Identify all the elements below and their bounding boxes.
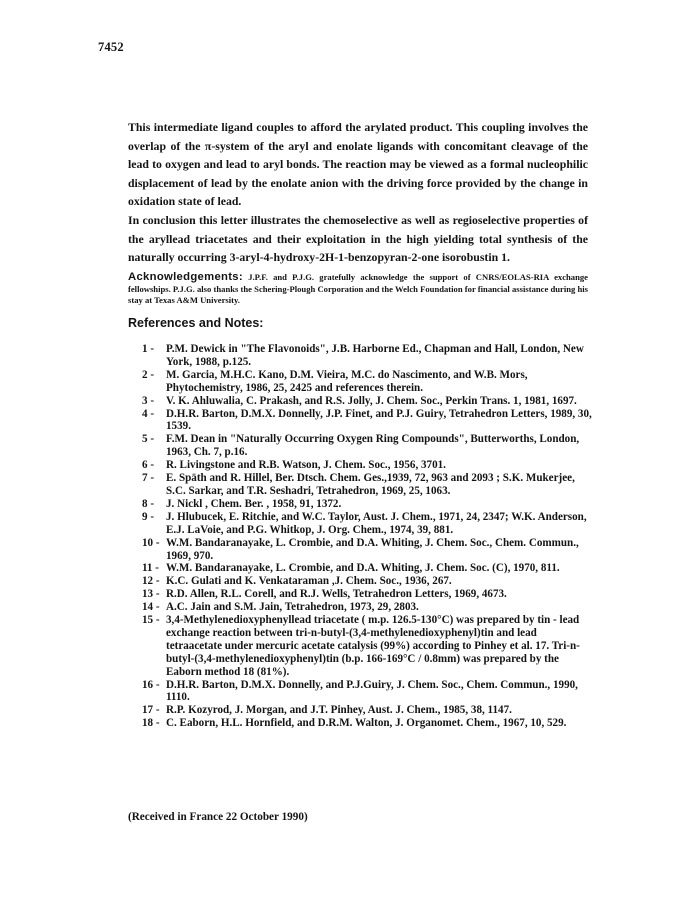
reference-text: J. Hlubucek, E. Ritchie, and W.C. Taylor, Aust. J. Chem., 1971, 24, 2347; W.K. Anderson, E.J. LaVoie, and P.G. Whitkop, J. Org. Chem., 1974, 39, 881. <box>166 510 587 536</box>
reference-item <box>142 408 592 434</box>
reference-number: 16 - <box>142 678 160 691</box>
reference-number: 9 - <box>142 510 155 523</box>
reference-number: 7 - <box>142 472 155 485</box>
reference-number: 1 - <box>142 343 155 355</box>
acknowledgements-text: J.P.F. and P.J.G. gratefully acknowledge the support of CNRS/EOLAS-RIA exchange fellowships. P.J.G. also thanks the Schering-Plough Corporation and the Welch Foundation for financial assistance during his stay at Texas A&M University. <box>128 272 588 306</box>
acknowledgements <box>128 272 588 307</box>
reference-item <box>142 395 592 408</box>
reference-text: A.C. Jain and S.M. Jain, Tetrahedron, 1973, 29, 2803. <box>166 601 419 614</box>
reference-number: 5 - <box>142 433 155 446</box>
reference-item <box>142 472 592 498</box>
reference-number: 3 - <box>142 394 155 407</box>
reference-number: 17 - <box>142 704 160 717</box>
reference-text: R.P. Kozyrod, J. Morgan, and J.T. Pinhey, Aust. J. Chem., 1985, 38, 1147. <box>166 704 512 717</box>
body-text <box>128 118 588 267</box>
page-number: 7452 <box>98 40 124 54</box>
reference-item <box>142 588 592 601</box>
reference-item <box>142 511 592 537</box>
acknowledgements-heading: Acknowledgements: <box>128 271 243 283</box>
reference-number: 13 - <box>142 588 160 601</box>
paragraph-mechanism: This intermediate ligand couples to afford the arylated product. This coupling involves the overlap of the π-system of the aryl and enolate ligands with concomitant cleavage of the lead to oxygen and lead to aryl bonds. The reaction may be viewed as a formal nucleophilic displacement of lead by the enolate anion with the driving force provided by the change in oxidation state of lead. <box>128 120 588 209</box>
reference-number: 11 - <box>142 562 159 575</box>
reference-item <box>142 537 592 563</box>
reference-item <box>142 562 592 575</box>
reference-text: 3,4-Methylenedioxyphenyllead triacetate ( m.p. 126.5-130°C) was prepared by tin - lead exchange reaction between tri-n-butyl-(3,4-methylenedioxyphenyl)tin and lead tetraacetate under mercuric acetate catalysis (99%) according to Pinhey et al. 17. Tri-n-butyl-(3,4-methylenedioxyphenyl)tin (b.p. 166-169°C / 0.8mm) was prepared by the Eaborn method 18 (81%). <box>166 614 580 678</box>
reference-item <box>142 498 592 511</box>
reference-text: K.C. Gulati and K. Venkataraman ,J. Chem. Soc., 1936, 267. <box>166 575 452 588</box>
reference-text: D.H.R. Barton, D.M.X. Donnelly, and P.J.Guiry, J. Chem. Soc., Chem. Commun., 1990, 1110. <box>166 678 578 704</box>
reference-number: 10 - <box>142 536 160 549</box>
reference-number: 6 - <box>142 459 155 472</box>
reference-item <box>142 717 592 730</box>
reference-text: M. Garcia, M.H.C. Kano, D.M. Vieira, M.C. do Nascimento, and W.B. Mors, Phytochemistry, 1986, 25, 2425 and references therein. <box>166 368 528 394</box>
reference-item <box>142 369 592 395</box>
reference-number: 18 - <box>142 717 160 730</box>
reference-text: F.M. Dean in "Naturally Occurring Oxygen Ring Compounds", Butterworths, London, 1963, Ch. 7, p.16. <box>166 433 580 459</box>
reference-text: V. K. Ahluwalia, C. Prakash, and R.S. Jolly, J. Chem. Soc., Perkin Trans. 1, 1981, 1697. <box>166 394 577 407</box>
reference-item <box>142 343 592 369</box>
paragraph-conclusion: In conclusion this letter illustrates the chemoselective as well as regioselective properties of the aryllead triacetates and their exploitation in the high yielding total synthesis of the naturally occurring 3-aryl-4-hydroxy-2H-1-benzopyran-2-one isorobustin 1. <box>128 212 588 265</box>
reference-number: 14 - <box>142 601 160 614</box>
reference-item <box>142 601 592 614</box>
references-list <box>142 343 592 730</box>
reference-text: J. Nickl , Chem. Ber. , 1958, 91, 1372. <box>166 497 342 510</box>
reference-text: D.H.R. Barton, D.M.X. Donnelly, J.P. Finet, and P.J. Guiry, Tetrahedron Letters, 1989, 30, 1539. <box>166 407 592 433</box>
reference-text: C. Eaborn, H.L. Hornfield, and D.R.M. Walton, J. Organomet. Chem., 1967, 10, 529. <box>166 717 567 730</box>
reference-item <box>142 614 592 679</box>
reference-text: P.M. Dewick in "The Flavonoids", J.B. Harborne Ed., Chapman and Hall, London, New York, 1988, p.125. <box>166 343 584 368</box>
reference-number: 2 - <box>142 368 155 381</box>
reference-item <box>142 459 592 472</box>
reference-item <box>142 433 592 459</box>
reference-item <box>142 679 592 705</box>
references-heading: References and Notes: <box>128 316 264 330</box>
reference-text: R. Livingstone and R.B. Watson, J. Chem. Soc., 1956, 3701. <box>166 459 446 472</box>
reference-text: W.M. Bandaranayake, L. Crombie, and D.A. Whiting, J. Chem. Soc., Chem. Commun., 1969, 970. <box>166 536 579 562</box>
reference-number: 8 - <box>142 497 155 510</box>
reference-item <box>142 575 592 588</box>
reference-number: 15 - <box>142 614 160 627</box>
reference-number: 4 - <box>142 407 155 420</box>
reference-text: R.D. Allen, R.L. Corell, and R.J. Wells, Tetrahedron Letters, 1969, 4673. <box>166 588 507 601</box>
reference-text: W.M. Bandaranayake, L. Crombie, and D.A. Whiting, J. Chem. Soc. (C), 1970, 811. <box>166 562 560 575</box>
reference-text: E. Späth and R. Hillel, Ber. Dtsch. Chem. Ges.,1939, 72, 963 and 2093 ; S.K. Mukerjee, S.C. Sarkar, and T.R. Seshadri, Tetrahedron, 1969, 25, 1063. <box>166 472 575 497</box>
reference-number: 12 - <box>142 575 160 588</box>
reference-item <box>142 704 592 717</box>
received-date: (Received in France 22 October 1990) <box>128 811 308 823</box>
